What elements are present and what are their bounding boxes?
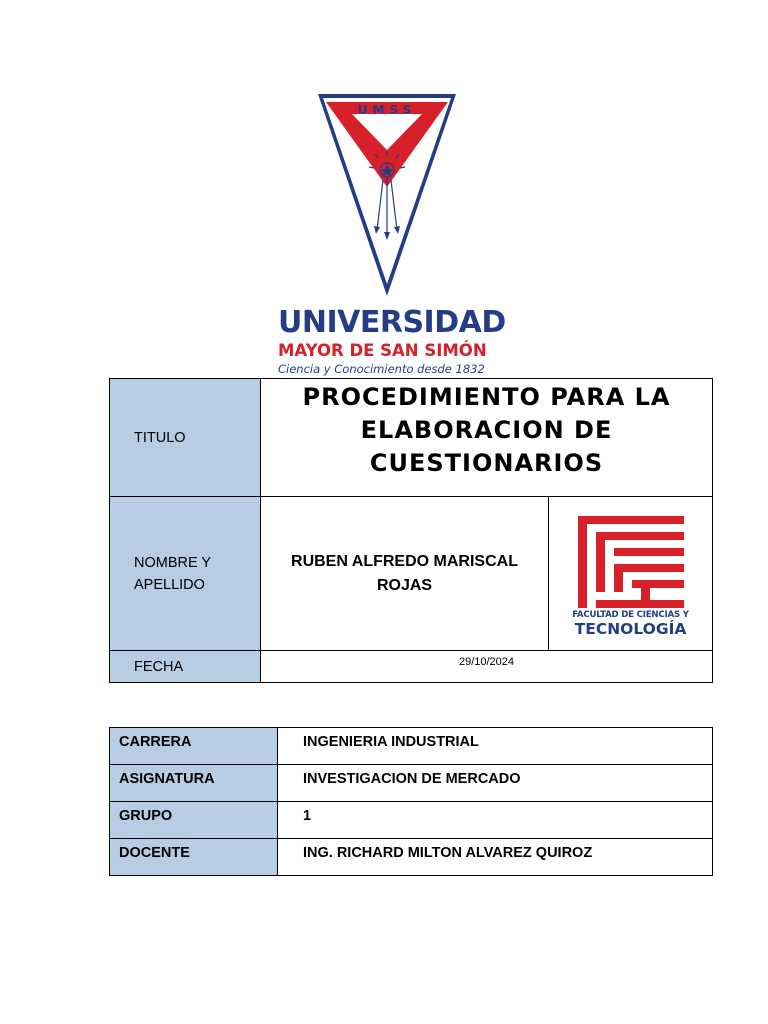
docente-label: DOCENTE bbox=[119, 845, 190, 861]
cover-table bbox=[109, 378, 713, 683]
university-wordmark bbox=[278, 305, 506, 376]
asignatura-value: INVESTIGACION DE MERCADO bbox=[303, 771, 521, 787]
umss-acronym: UMSS bbox=[357, 103, 417, 117]
nombre-value-line-1: RUBEN ALFREDO MARISCAL bbox=[291, 552, 518, 570]
titulo-label: TITULO bbox=[134, 429, 186, 446]
table-row bbox=[110, 839, 713, 876]
carrera-value: INGENIERIA INDUSTRIAL bbox=[303, 734, 479, 750]
umss-shield-logo bbox=[316, 92, 458, 298]
faculty-name-line-2: TECNOLOGÍA bbox=[574, 619, 687, 638]
nombre-value-cell bbox=[261, 497, 549, 651]
table-row bbox=[110, 765, 713, 802]
docente-value: ING. RICHARD MILTON ALVAREZ QUIROZ bbox=[303, 845, 593, 861]
grupo-label: GRUPO bbox=[119, 808, 173, 824]
university-title: UNIVERSIDAD bbox=[278, 305, 506, 340]
details-table bbox=[109, 727, 713, 876]
titulo-label-cell bbox=[110, 379, 261, 497]
title-line-2: ELABORACION DE bbox=[360, 416, 613, 444]
docente-label-cell bbox=[110, 839, 278, 876]
table-row bbox=[110, 728, 713, 765]
grupo-label-cell bbox=[110, 802, 278, 839]
faculty-logo-cell bbox=[549, 497, 713, 651]
title-line-1: PROCEDIMIENTO PARA LA bbox=[302, 383, 671, 411]
nombre-value-line-2: ROJAS bbox=[376, 576, 433, 594]
asignatura-label: ASIGNATURA bbox=[119, 771, 215, 787]
carrera-label: CARRERA bbox=[119, 734, 192, 750]
university-name: MAYOR DE SAN SIMÓN bbox=[278, 341, 487, 360]
nombre-label-cell bbox=[110, 497, 261, 651]
fecha-label-cell bbox=[110, 651, 261, 683]
nombre-label-line-2: APELLIDO bbox=[134, 576, 205, 593]
nombre-label-line-1: NOMBRE Y bbox=[134, 554, 212, 571]
carrera-label-cell bbox=[110, 728, 278, 765]
faculty-name-line-1: FACULTAD DE CIENCIAS Y bbox=[572, 609, 689, 620]
fecha-label: FECHA bbox=[134, 658, 184, 675]
asignatura-label-cell bbox=[110, 765, 278, 802]
title-line-3: CUESTIONARIOS bbox=[369, 449, 604, 477]
fecha-value: 29/10/2024 bbox=[261, 651, 713, 683]
grupo-value-cell bbox=[278, 802, 713, 839]
carrera-value-cell bbox=[278, 728, 713, 765]
fcyt-maze-logo bbox=[578, 516, 684, 608]
docente-value-cell bbox=[278, 839, 713, 876]
asignatura-value-cell bbox=[278, 765, 713, 802]
grupo-value: 1 bbox=[303, 808, 312, 824]
titulo-value-cell bbox=[261, 379, 713, 497]
university-tagline: Ciencia y Conocimiento desde 1832 bbox=[278, 362, 485, 376]
table-row bbox=[110, 802, 713, 839]
